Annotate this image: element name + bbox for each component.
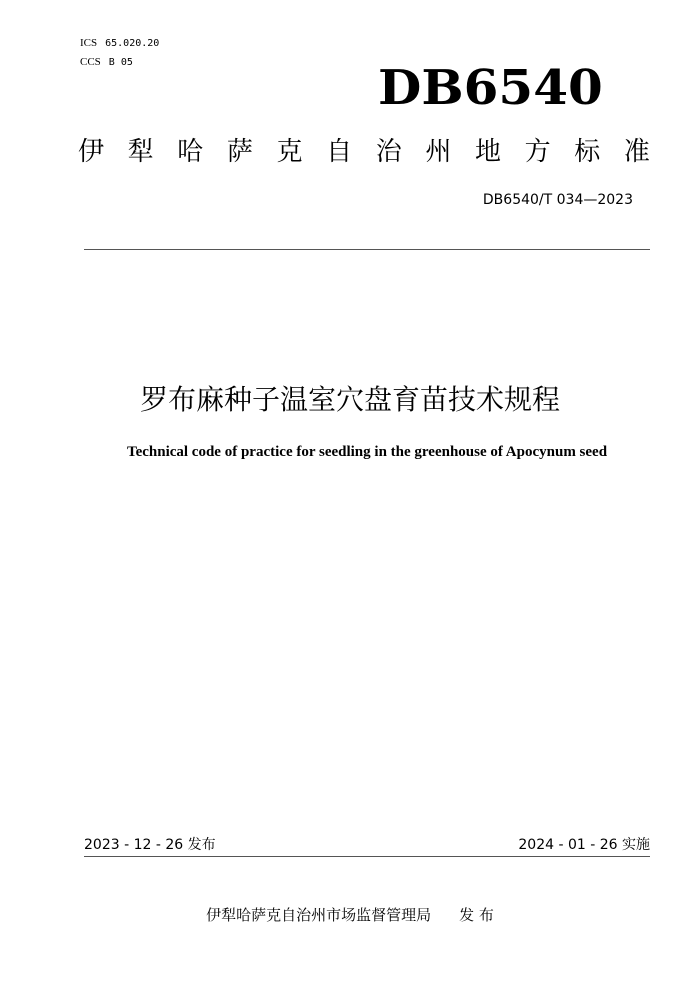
ccs-line (80, 53, 159, 72)
standard-type-char: 地 (475, 137, 502, 167)
standard-type-char: 州 (425, 137, 452, 167)
standard-number: DB6540/T 034—2023 (482, 192, 633, 208)
standard-type-char: 准 (623, 137, 650, 167)
classification-codes (80, 34, 159, 72)
ccs-value: B 05 (108, 57, 133, 68)
standard-type-char: 哈 (177, 137, 204, 167)
standard-type-char: 自 (326, 137, 353, 167)
footer-divider (84, 856, 650, 857)
standard-type-char: 克 (276, 137, 303, 167)
standard-type-char: 伊 (78, 137, 105, 167)
ics-line (80, 34, 159, 53)
standard-logo: DB6540 (378, 59, 603, 116)
header-divider (84, 249, 650, 250)
ics-value: 65.020.20 (105, 38, 160, 49)
document-title-cn: 罗布麻种子温室穴盘育苗技术规程 (139, 383, 560, 416)
ccs-label: CCS (80, 56, 101, 68)
standard-type-char: 萨 (226, 137, 253, 167)
document-title-en: Technical code of practice for seedling in the greenhouse of Apocynum seed (126, 444, 608, 460)
publish-date: 2023 - 12 - 26 发布 (84, 837, 216, 853)
issuer-line (0, 904, 700, 926)
standard-type-char: 犁 (127, 137, 154, 167)
standard-type-heading (78, 134, 650, 170)
issue-word: 发 布 (459, 906, 494, 924)
standard-type-char: 治 (375, 137, 402, 167)
issuer-name: 伊犁哈萨克自治州市场监督管理局 (206, 906, 432, 924)
standard-type-char: 标 (574, 137, 601, 167)
standard-type-char: 方 (524, 137, 551, 167)
implement-date: 2024 - 01 - 26 实施 (518, 837, 650, 853)
ics-label: ICS (80, 37, 98, 49)
